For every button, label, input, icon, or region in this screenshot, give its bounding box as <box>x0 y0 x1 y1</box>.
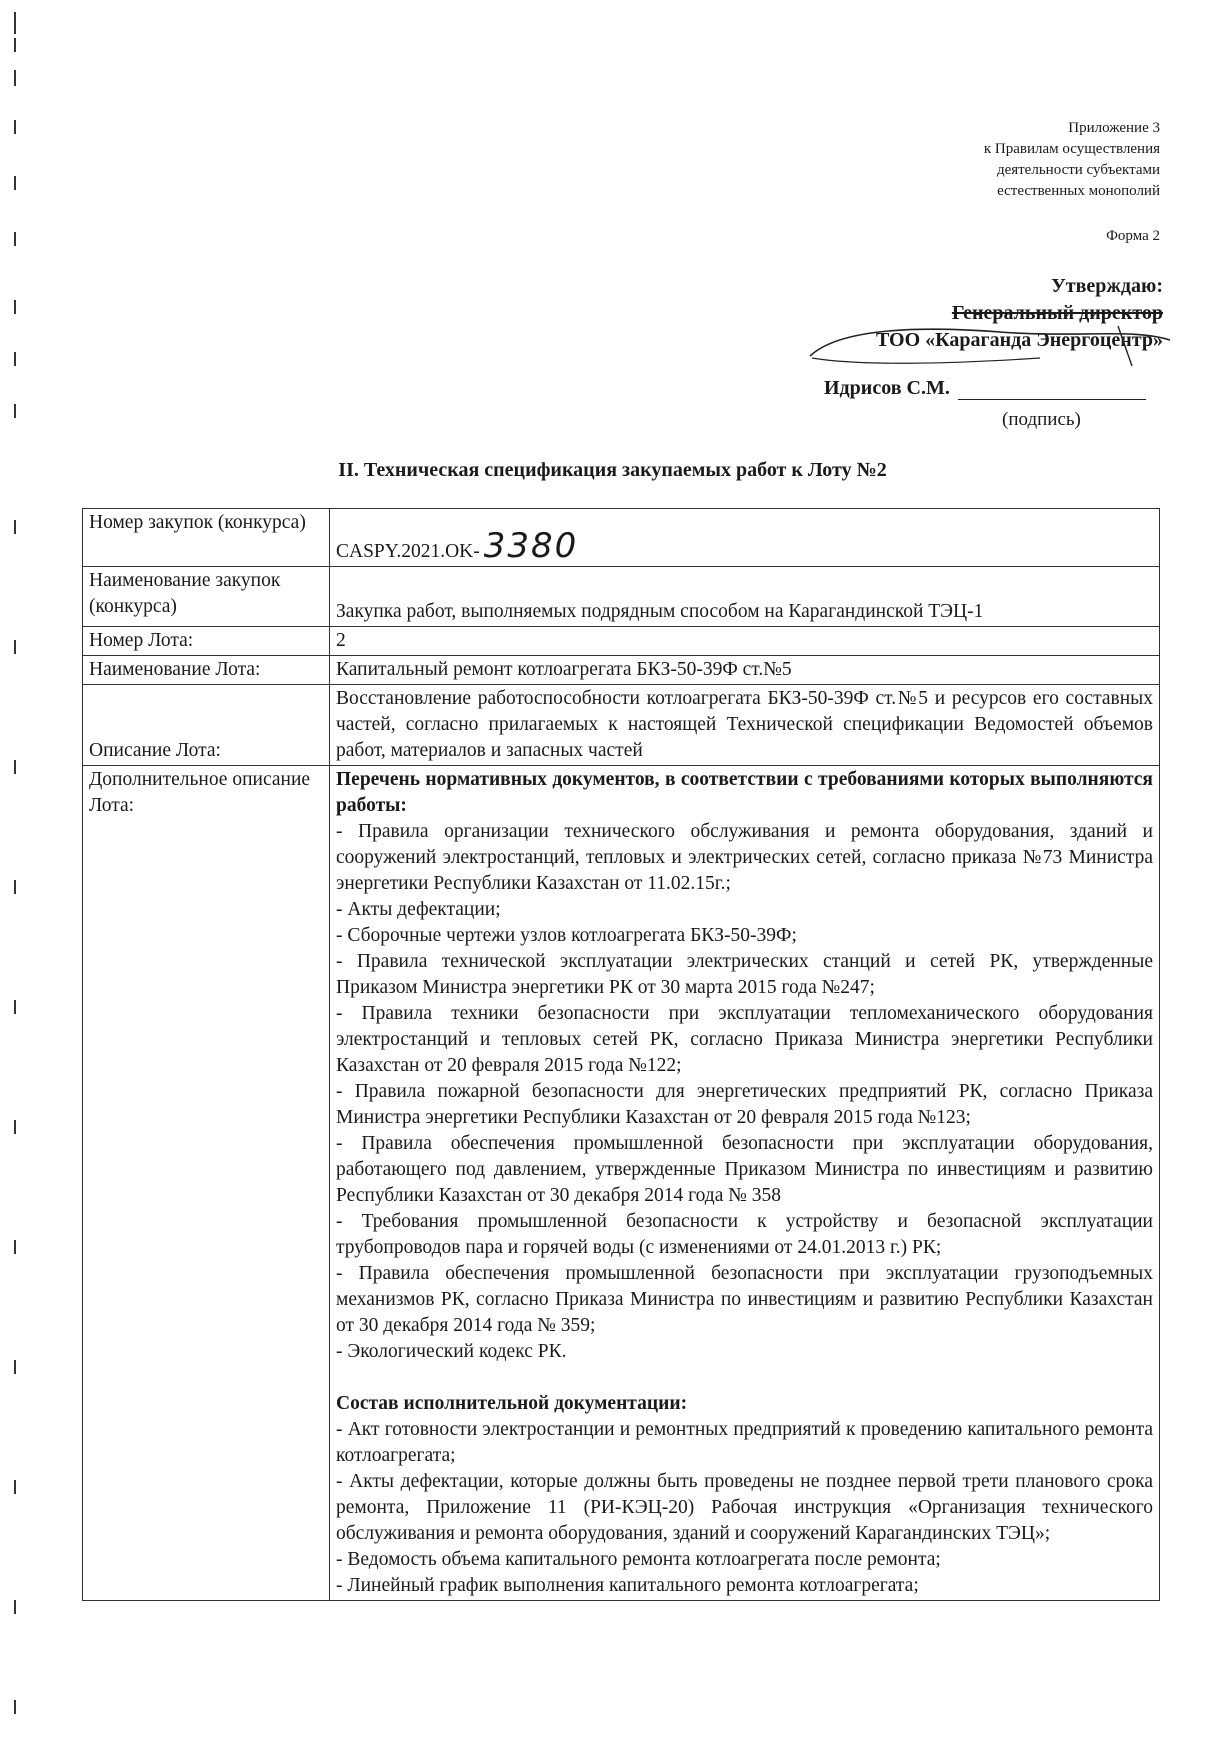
table-row <box>83 685 1160 766</box>
row-label: Наименование закупок (конкурса) <box>83 567 330 627</box>
row-value <box>330 766 1160 1601</box>
list-item: - Правила пожарной безопасности для энергетических предприятий РК, согласно Приказа Министра энергетики Республики Казахстан от 20 февраля 2015 года №123; <box>336 1081 1153 1128</box>
table-row <box>83 656 1160 685</box>
appendix-line: естественных монополий <box>997 183 1160 199</box>
handwritten-number: 3380 <box>483 526 579 566</box>
purchase-number-prefix: CASPY.2021.OK- <box>336 541 480 562</box>
row-label: Дополнительное описание Лота: <box>83 766 330 1601</box>
list-item: - Акты дефектации; <box>336 899 501 920</box>
signature-blank <box>958 379 1146 400</box>
list-item: - Линейный график выполнения капитального ремонта котлоагрегата; <box>336 1575 919 1596</box>
row-value: Капитальный ремонт котлоагрегата БКЗ-50-39Ф ст.№5 <box>330 656 1160 685</box>
row-value: Восстановление работоспособности котлоагрегата БКЗ-50-39Ф ст.№5 и ресурсов его составных частей, согласно прилагаемых к настоящей Технической спецификации Ведомостей объемов работ, материалов и запасных частей <box>330 685 1160 766</box>
approval-position: Генеральный директор <box>951 302 1163 324</box>
table-row <box>83 509 1160 567</box>
scan-edge-marks <box>12 0 18 1742</box>
table-row <box>83 766 1160 1601</box>
list-item: - Сборочные чертежи узлов котлоагрегата БКЗ-50-39Ф; <box>336 925 797 946</box>
signature-scribble <box>800 318 1180 378</box>
signatory-name: Идрисов С.М. <box>824 377 950 399</box>
table-row <box>83 567 1160 627</box>
normative-docs-heading: Перечень нормативных документов, в соответствии с требованиями которых выполняются работы: <box>336 769 1153 816</box>
appendix-line: к Правилам осуществления <box>983 141 1160 157</box>
row-label: Описание Лота: <box>83 685 330 766</box>
list-item: - Акты дефектации, которые должны быть проведены не позднее первой трети планового срока ремонта, Приложение 11 (РИ-КЭЦ-20) Рабочая инструкция «Организация технического обслуживания и ремонта оборудования, зданий и сооружений Карагандинских ТЭЦ»; <box>336 1471 1153 1544</box>
list-item: - Акт готовности электростанции и ремонтных предприятий к проведению капитального ремонта котлоагрегата; <box>336 1419 1153 1466</box>
row-label: Номер Лота: <box>83 627 330 656</box>
row-value: 2 <box>330 627 1160 656</box>
row-label: Номер закупок (конкурса) <box>83 509 330 567</box>
appendix-note <box>740 118 1160 202</box>
spacer <box>336 1365 1153 1391</box>
list-item: - Правила обеспечения промышленной безопасности при эксплуатации оборудования, работающего под давлением, утвержденные Приказом Министра по инвестициям и развитию Республики Казахстан от 30 декабря 2014 года № 358 <box>336 1133 1153 1206</box>
list-item: - Экологический кодекс РК. <box>336 1341 567 1362</box>
executive-docs-heading: Состав исполнительной документации: <box>336 1393 688 1414</box>
signatory-line <box>824 377 1164 400</box>
specification-table <box>82 508 1160 1601</box>
table-row <box>83 627 1160 656</box>
list-item: - Правила обеспечения промышленной безопасности при эксплуатации грузоподъемных механизмов РК, согласно Приказа Министра по инвестициям и развитию Республики Казахстан от 30 декабря 2014 года № 359; <box>336 1263 1153 1336</box>
form-label: Форма 2 <box>1106 228 1160 244</box>
row-value: Закупка работ, выполняемых подрядным способом на Карагандинской ТЭЦ-1 <box>330 567 1160 627</box>
appendix-line: деятельности субъектами <box>996 162 1160 178</box>
signature-caption: (подпись) <box>1002 409 1081 430</box>
row-value <box>330 509 1160 567</box>
appendix-line: Приложение 3 <box>1068 120 1160 136</box>
list-item: - Требования промышленной безопасности к устройству и безопасной эксплуатации трубопроводов пара и горячей воды (с изменениями от 24.01.2013 г.) РК; <box>336 1211 1153 1258</box>
list-item: - Правила организации технического обслуживания и ремонта оборудования, зданий и сооружений электростанций, тепловых и электрических сетей, согласно приказа №73 Министра энергетики Республики Казахстан от 11.02.15г.; <box>336 821 1153 894</box>
list-item: - Правила технической эксплуатации электрических станций и сетей РК, утвержденные Приказом Министра энергетики РК от 30 марта 2015 года №247; <box>336 951 1153 998</box>
row-label: Наименование Лота: <box>83 656 330 685</box>
list-item: - Ведомость объема капитального ремонта котлоагрегата после ремонта; <box>336 1549 941 1570</box>
approval-company: ТОО «Караганда Энергоцентр» <box>875 329 1163 351</box>
section-title: II. Техническая спецификация закупаемых работ к Лоту №2 <box>338 459 887 481</box>
approval-title: Утверждаю: <box>1051 275 1163 297</box>
list-item: - Правила техники безопасности при эксплуатации тепломеханического оборудования электростанций и тепловых сетей РК, согласно Приказа Министра энергетики Республики Казахстан от 20 февраля 2015 года №122; <box>336 1003 1153 1076</box>
